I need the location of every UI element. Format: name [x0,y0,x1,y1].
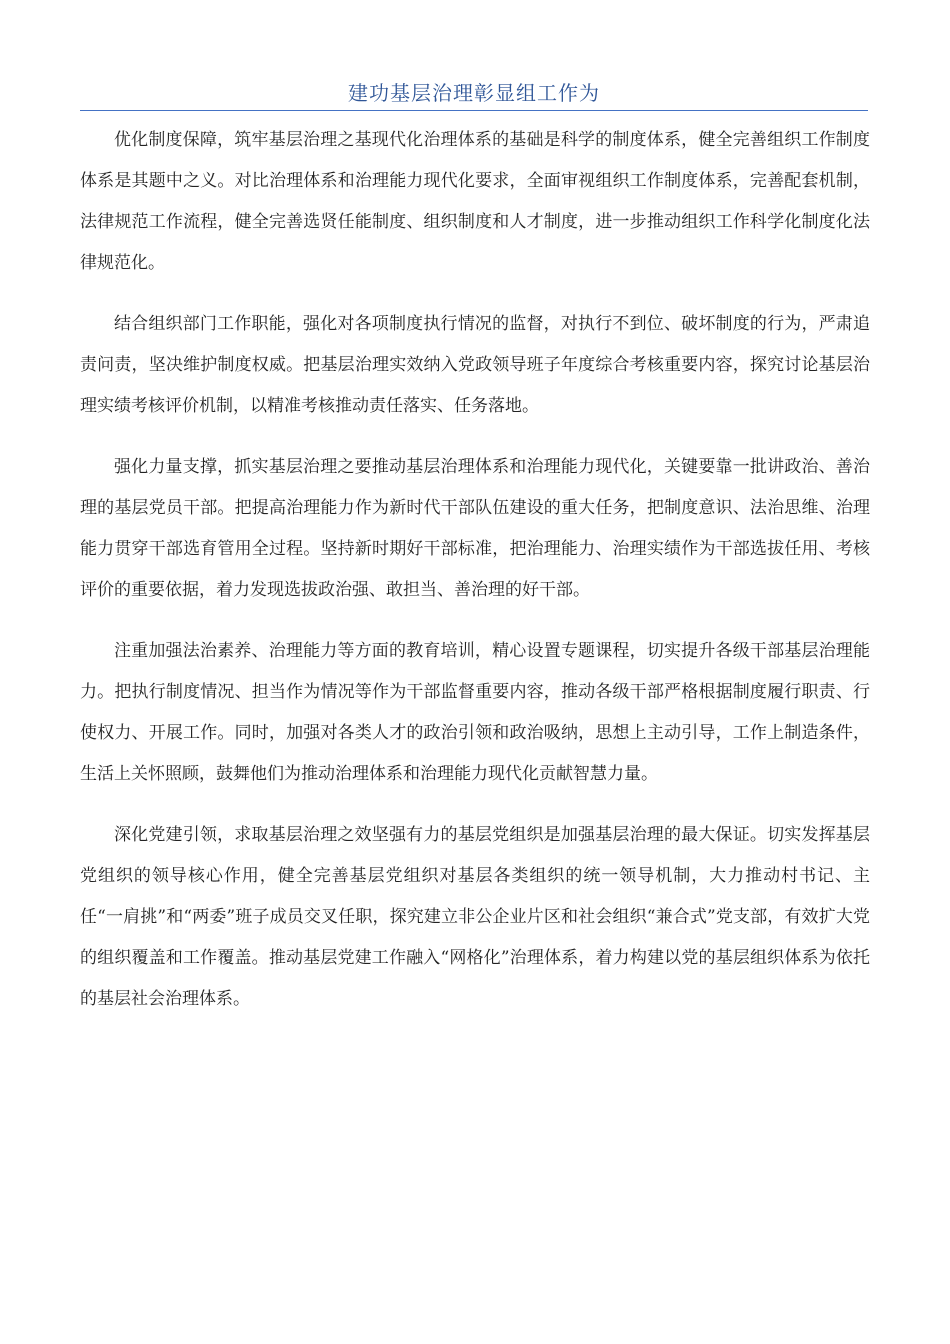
document-body [80,120,870,1040]
paragraph-5: 深化党建引领，求取基层治理之效坚强有力的基层党组织是加强基层治理的最大保证。切实发挥基层党组织的领导核心作用，健全完善基层党组织对基层各类组织的统一领导机制，大力推动村书记、主任“一肩挑”和“两委”班子成员交叉任职，探究建立非公企业片区和社会组织“兼合式”党支部，有效扩大党的组织覆盖和工作覆盖。推动基层党建工作融入“网格化”治理体系，着力构建以党的基层组织体系为依托的基层社会治理体系。 [80,825,870,1009]
paragraph-2: 结合组织部门工作职能，强化对各项制度执行情况的监督，对执行不到位、破坏制度的行为，严肃追责问责，坚决维护制度权威。把基层治理实效纳入党政领导班子年度综合考核重要内容，探究讨论基层治理实绩考核评价机制，以精准考核推动责任落实、任务落地。 [80,314,870,416]
paragraph-1: 优化制度保障，筑牢基层治理之基现代化治理体系的基础是科学的制度体系，健全完善组织工作制度体系是其题中之义。对比治理体系和治理能力现代化要求，全面审视组织工作制度体系，完善配套机制，法律规范工作流程，健全完善选贤任能制度、组织制度和人才制度，进一步推动组织工作科学化制度化法律规范化。 [80,130,870,273]
document-title: 建功基层治理彰显组工作为 [348,81,600,105]
paragraph-4: 注重加强法治素养、治理能力等方面的教育培训，精心设置专题课程，切实提升各级干部基层治理能力。把执行制度情况、担当作为情况等作为干部监督重要内容，推动各级干部严格根据制度履行职责、行使权力、开展工作。同时，加强对各类人才的政治引领和政治吸纳，思想上主动引导，工作上制造条件，生活上关怀照顾，鼓舞他们为推动治理体系和治理能力现代化贡献智慧力量。 [80,641,870,784]
paragraph-3: 强化力量支撑，抓实基层治理之要推动基层治理体系和治理能力现代化，关键要靠一批讲政治、善治理的基层党员干部。把提高治理能力作为新时代干部队伍建设的重大任务，把制度意识、法治思维、治理能力贯穿干部选育管用全过程。坚持新时期好干部标准，把治理能力、治理实绩作为干部选拔任用、考核评价的重要依据，着力发现选拔政治强、敢担当、善治理的好干部。 [80,457,870,600]
document-header [80,78,868,111]
